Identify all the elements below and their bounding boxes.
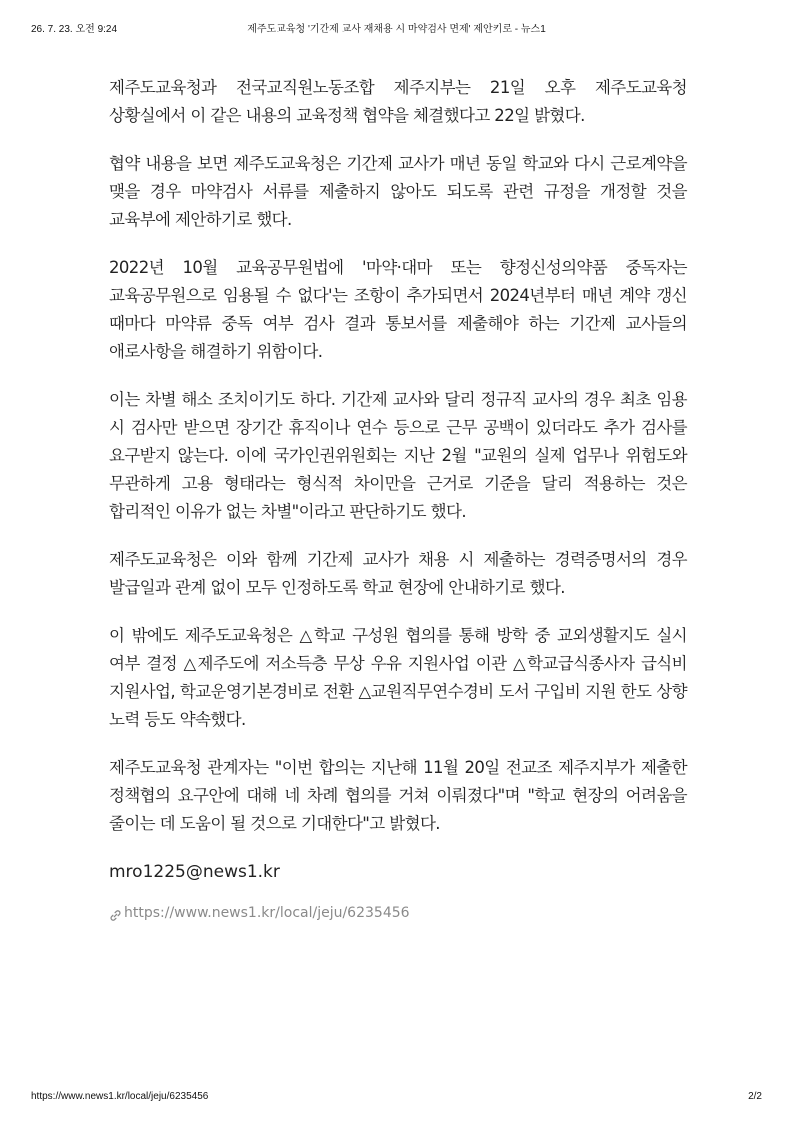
article-paragraph: 2022년 10월 교육공무원법에 '마약·대마 또는 향정신성의약품 중독자는 교육공무원으로 임용될 수 없다'는 조항이 추가되면서 2024년부터 매년 계약 갱신 때마다 마약류 중독 여부 검사 결과 통보서를 제출해야 하는 기간제 교사들의 애로사항을 해결하기 위함이다. [109, 258, 687, 361]
print-header [31, 20, 762, 36]
print-footer [31, 1091, 762, 1107]
article-paragraph: 이 밖에도 제주도교육청은 △학교 구성원 협의를 통해 방학 중 교외생활지도 실시 여부 결정 △제주도에 저소득층 무상 우유 지원사업 이관 △학교급식종사자 급식비 지원사업, 학교운영기본경비로 전환 △교원직무연수경비 도서 구입비 지원 한도 상향 노력 등도 약속했다. [109, 626, 687, 729]
author-email: mro1225@news1.kr [109, 862, 280, 882]
print-footer-url: https://www.news1.kr/local/jeju/6235456 [31, 1091, 209, 1102]
article-body [109, 74, 687, 924]
print-page-number: 2/2 [748, 1091, 762, 1102]
article-paragraph: 제주도교육청 관계자는 "이번 합의는 지난해 11월 20일 전교조 제주지부가 제출한 정책협의 요구안에 대해 네 차례 협의를 거쳐 이뤄졌다"며 "학교 현장의 어려움을 줄이는 데 도움이 될 것으로 기대한다"고 밝혔다. [109, 758, 687, 833]
print-page-title: 제주도교육청 '기간제 교사 재채용 시 마약검사 면제' 제안키로 - 뉴스1 [247, 24, 546, 35]
article-paragraph: 제주도교육청은 이와 함께 기간제 교사가 채용 시 제출하는 경력증명서의 경우 발급일과 관계 없이 모두 인정하도록 학교 현장에 안내하기로 했다. [109, 550, 687, 597]
source-link[interactable] [109, 902, 687, 924]
article-paragraph: 제주도교육청과 전국교직원노동조합 제주지부는 21일 오후 제주도교육청 상황실에서 이 같은 내용의 교육정책 협약을 체결했다고 22일 밝혔다. [109, 78, 687, 125]
print-datetime: 26. 7. 23. 오전 9:24 [31, 24, 118, 35]
link-icon [109, 907, 122, 920]
source-url: https://www.news1.kr/local/jeju/6235456 [124, 905, 410, 921]
article-paragraph: 협약 내용을 보면 제주도교육청은 기간제 교사가 매년 동일 학교와 다시 근로계약을 맺을 경우 마약검사 서류를 제출하지 않아도 되도록 관련 규정을 개정할 것을 교육부에 제안하기로 했다. [109, 154, 687, 229]
article-paragraph: 이는 차별 해소 조치이기도 하다. 기간제 교사와 달리 정규직 교사의 경우 최초 임용 시 검사만 받으면 장기간 휴직이나 연수 등으로 근무 공백이 있더라도 추가 검사를 요구받지 않는다. 이에 국가인권위원회는 지난 2월 "교원의 실제 업무나 위험도와 무관하게 고용 형태라는 형식적 차이만을 근거로 기준을 달리 적용하는 것은 합리적인 이유가 없는 차별"이라고 판단하기도 했다. [109, 390, 687, 521]
